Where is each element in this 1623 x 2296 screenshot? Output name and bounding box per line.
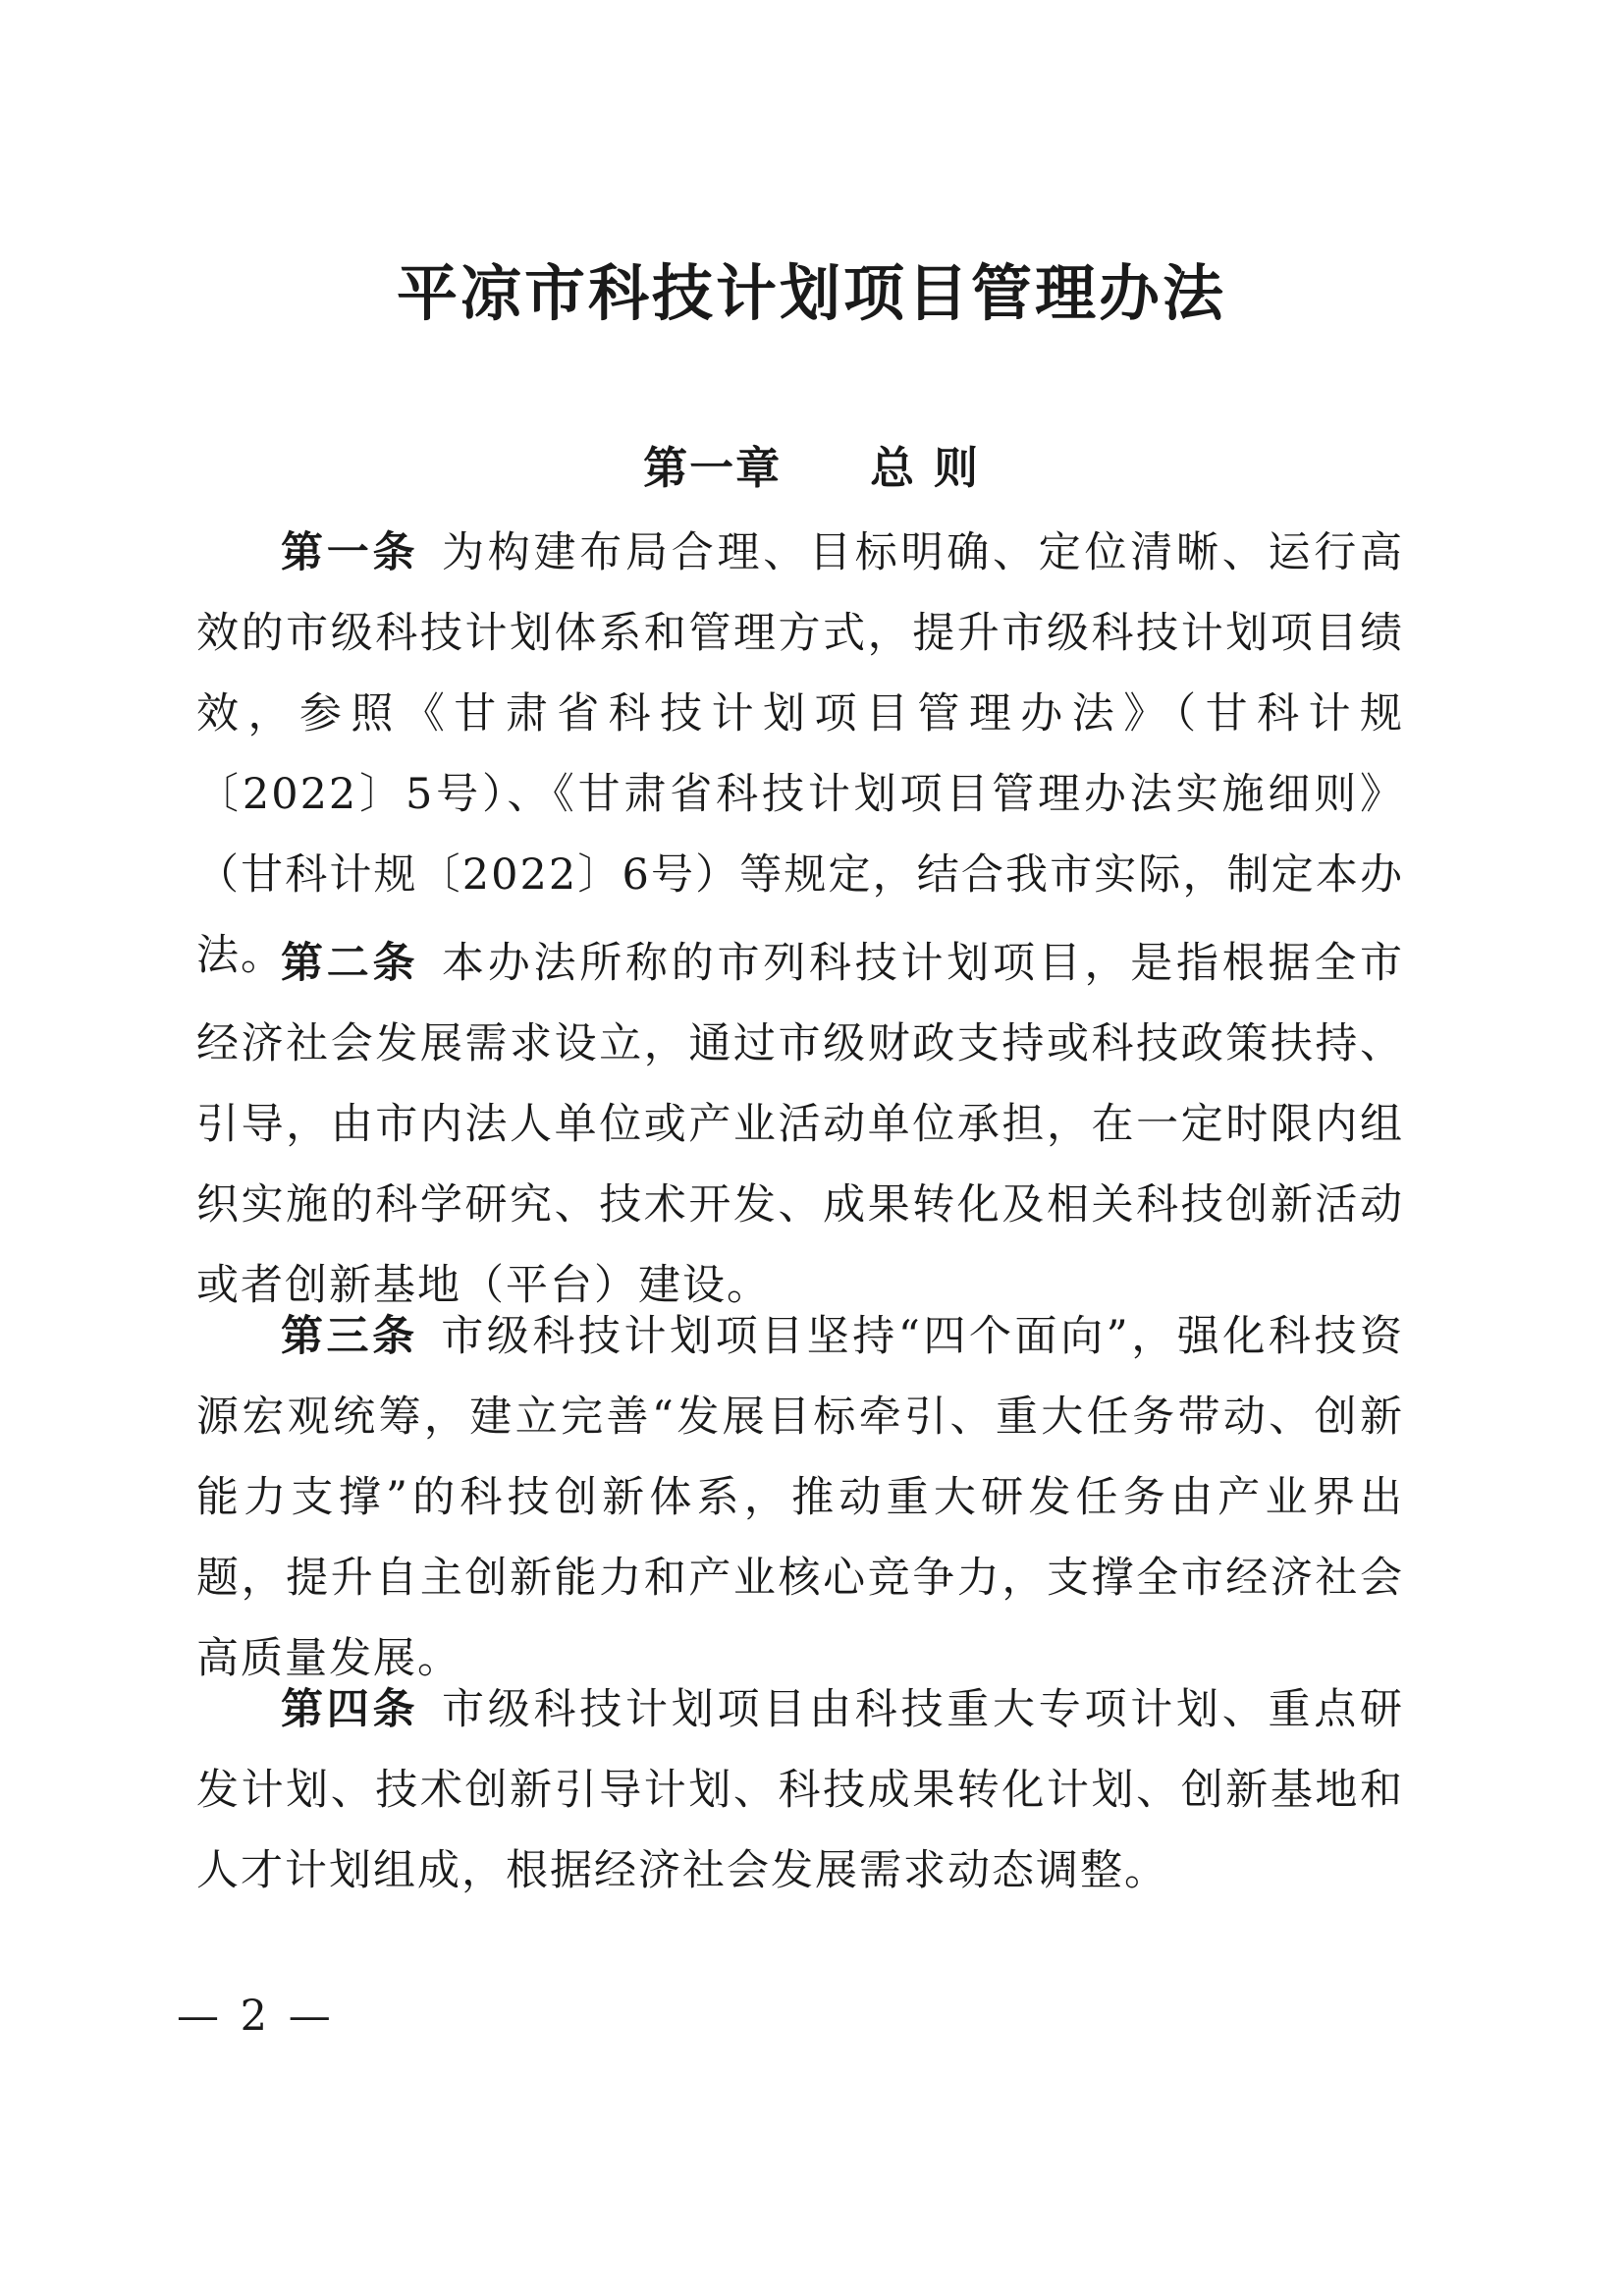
article-text: 为构建布局合理、目标明确、定位清晰、运行高效的市级科技计划体系和管理方式，提升市级科技计划项目绩效，参照《甘肃省科技计划项目管理办法》（甘科计规〔2022〕5号）、《甘肃省科技计划项目管理办法实施细则》（甘科计规〔2022〕6号）等规定，结合我市实际，制定本办法。 bbox=[196, 528, 1404, 980]
article-label: 第一条 bbox=[281, 528, 419, 577]
article-text: 市级科技计划项目坚持“四个面向”，强化科技资源宏观统筹，建立完善“发展目标牵引、重大任务带动、创新能力支撑”的科技创新体系，推动重大研发任务由产业界出题，提升自主创新能力和产业核心竞争力，支撑全市经济社会高质量发展。 bbox=[196, 1312, 1405, 1683]
article-label: 第三条 bbox=[281, 1312, 418, 1361]
article-text: 市级科技计划项目由科技重大专项计划、重点研发计划、技术创新引导计划、科技成果转化计划、创新基地和人才计划组成，根据经济社会发展需求动态调整。 bbox=[196, 1685, 1404, 1895]
article-label: 第二条 bbox=[281, 939, 419, 988]
article-text: 本办法所称的市列科技计划项目，是指根据全市经济社会发展需求设立，通过市级财政支持或科技政策扶持、引导，由市内法人单位或产业活动单位承担，在一定时限内组织实施的科学研究、技术开发、成果转化及相关科技创新活动或者创新基地（平台）建设。 bbox=[196, 939, 1404, 1310]
article-label: 第四条 bbox=[281, 1685, 419, 1734]
article-2 bbox=[196, 923, 1404, 1326]
chapter-heading bbox=[0, 442, 1623, 495]
chapter-name: 总 则 bbox=[870, 442, 980, 494]
chapter-number: 第一章 bbox=[643, 442, 783, 494]
article-3 bbox=[196, 1296, 1404, 1699]
page-number: — 2 — bbox=[177, 1992, 335, 2041]
document-title: 平凉市科技计划项目管理办法 bbox=[396, 257, 1226, 329]
article-4 bbox=[196, 1669, 1404, 1911]
